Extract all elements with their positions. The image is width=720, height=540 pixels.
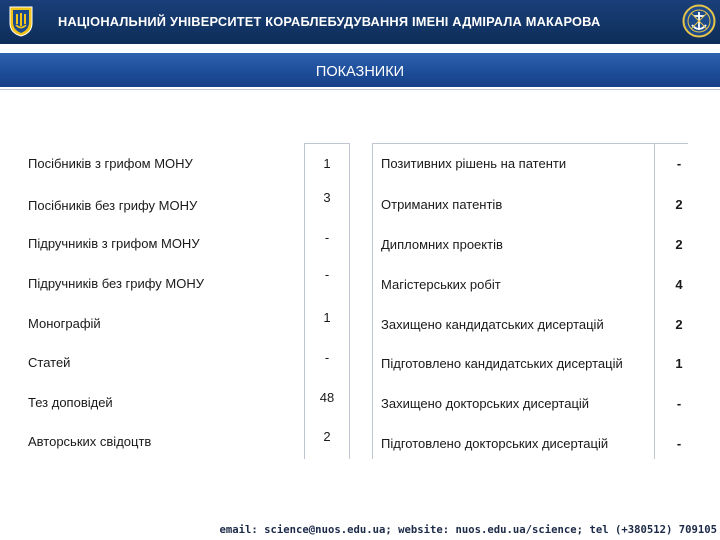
right-table-left-border (372, 143, 373, 459)
contact-info: email: science@nuos.edu.ua; website: nuos.edu.ua/science; tel (+380512) 709105 (219, 524, 717, 536)
right-row-label: Позитивних рішень на патенти (381, 156, 567, 171)
right-row-value: - (676, 396, 682, 411)
anchor-emblem-icon (682, 4, 716, 38)
left-row-value: 1 (323, 156, 331, 171)
left-row-label: Тез доповідей (28, 395, 113, 410)
left-row-label: Статей (28, 355, 71, 370)
left-row-label: Авторських свідоцтв (28, 434, 152, 449)
right-values-separator (654, 143, 655, 459)
divider-line (0, 89, 720, 90)
right-row-label: Захищено докторських дисертацій (381, 396, 590, 411)
left-row-label: Підручників без грифу МОНУ (28, 276, 205, 291)
right-row-label: Отриманих патентів (381, 197, 503, 212)
left-row-value: 3 (323, 190, 331, 205)
left-row-value: 48 (319, 390, 335, 405)
right-row-value: 2 (675, 237, 683, 252)
left-row-label: Посібників з грифом МОНУ (28, 156, 193, 171)
left-row-label: Підручників з грифом МОНУ (28, 236, 200, 251)
right-row-label: Підготовлено кандидатських дисертацій (381, 356, 623, 371)
right-row-value: 1 (675, 356, 683, 371)
right-row-label: Дипломних проектів (381, 237, 503, 252)
university-crest-icon (8, 5, 34, 37)
contact-footer (0, 518, 720, 540)
left-row-label: Монографій (28, 316, 101, 331)
left-row-value: - (324, 267, 330, 282)
university-header-bar (0, 0, 720, 44)
right-row-label: Магістерських робіт (381, 277, 501, 292)
right-row-value: - (676, 156, 682, 171)
right-row-value: 2 (675, 317, 683, 332)
right-row-label: Захищено кандидатських дисертацій (381, 317, 604, 332)
left-row-value: 2 (323, 429, 331, 444)
university-title: НАЦІОНАЛЬНИЙ УНІВЕРСИТЕТ КОРАБЛЕБУДУВАННЯ ІМЕНІ АДМІРАЛА МАКАРОВА (58, 14, 601, 29)
section-title: ПОКАЗНИКИ (315, 64, 405, 80)
left-row-value: - (324, 350, 330, 365)
left-values-top-border (304, 143, 350, 144)
left-row-value: - (324, 230, 330, 245)
section-title-bar (0, 53, 720, 87)
left-row-value: 1 (323, 310, 331, 325)
right-row-value: - (676, 436, 682, 451)
right-table-top-border (372, 143, 688, 144)
left-row-label: Посібників без грифу МОНУ (28, 198, 198, 213)
right-row-value: 4 (675, 277, 683, 292)
right-row-label: Підготовлено докторських дисертацій (381, 436, 609, 451)
right-row-value: 2 (675, 197, 683, 212)
